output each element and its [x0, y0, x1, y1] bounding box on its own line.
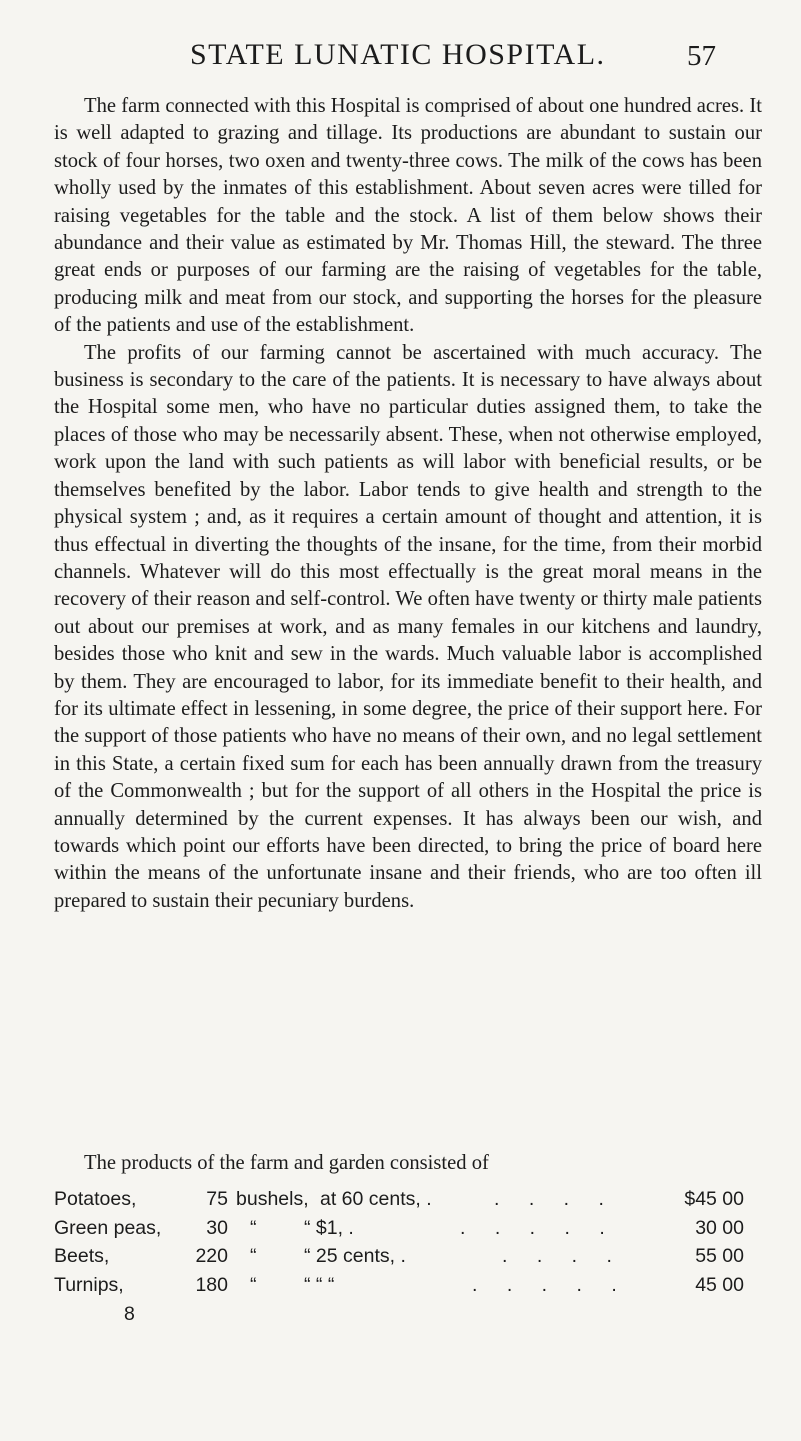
products-intro: The products of the farm and garden consisted of — [84, 1152, 489, 1174]
product-amount: $45 00 — [684, 1188, 744, 1210]
paragraph-profits: The profits of our farming cannot be ascertained with much accuracy. The business is secondary to the care of the patients. It is necessary to have always about the Hospital some men, who have no particular duties assigned them, to take the places of those who may be necessarily absent. These, when not otherwise employed, work upon the land with such patients as will labor with beneficial results, or be themselves benefited by the labor. Labor tends to give health and strength to the physical system ; and, as it requires a certain amount of thought and attention, it is thus effectual in diverting the thoughts of the insane, for the time, from their morbid channels. Whatever will do this most effectually is the great moral means in the recovery of their reason and self-control. We often have twenty or thirty male patients out about our premises at work, and as many females in our kitchens and laundry, besides those who knit and sew in the wards. Much valuable labor is accomplished by them. They are encouraged to labor, for its immediate benefit to their health, and for its ultimate effect in lessening, in some degree, the price of their support here. For the support of those patients who have no means of their own, and no legal settlement in this State, a certain fixed sum for each has been annually drawn from the treasury of the Commonwealth ; but for the support of all others in the Hospital the price is annually determined by the current expenses. It has always been our wish, and towards which point our efforts have been directed, to bring the price of board here within the means of the unfortunate insane and their friends, who are too often ill prepared to sustain their pecuniary burdens. — [54, 341, 762, 912]
products-table — [54, 1188, 744, 1302]
page-header — [0, 38, 801, 78]
product-row — [54, 1217, 744, 1246]
ditto-mark: “ — [250, 1216, 257, 1239]
product-amount: 45 00 — [695, 1273, 744, 1296]
leader-dots: . . . . — [502, 1245, 624, 1268]
signature-mark: 8 — [124, 1303, 135, 1325]
leader-dots: . . . . — [494, 1188, 616, 1210]
body-text — [54, 93, 762, 915]
product-amount: 55 00 — [695, 1245, 744, 1268]
product-row — [54, 1274, 744, 1303]
product-quantity: 220 — [195, 1245, 228, 1268]
leader-dots: . . . . . — [460, 1216, 617, 1239]
product-quantity: 30 — [206, 1216, 228, 1239]
paragraph-farm: The farm connected with this Hospital is comprised of about one hundred acres. It is well adapted to grazing and tillage. Its productions are abundant to sustain our stock of four horses, two oxen and twenty-three cows. The milk of the cows has been wholly used by the inmates of this establishment. About seven acres were tilled for raising vegetables for the table and the stock. A list of them below shows their abundance and their value as estimated by Mr. Thomas Hill, the steward. The three great ends or purposes of our farming are the raising of vegetables for the table, producing milk and meat from our stock, and supporting the horses for the pleasure of the patients and use of the establishment. — [54, 95, 762, 337]
product-item: Potatoes, — [54, 1188, 137, 1210]
product-rate: “ 25 cents, . — [304, 1245, 406, 1268]
ditto-mark: “ — [250, 1273, 257, 1296]
product-rate: “ $1, . — [304, 1216, 354, 1239]
ditto-mark: “ — [250, 1245, 257, 1268]
product-rate: at 60 cents, . — [320, 1188, 432, 1210]
running-head: STATE LUNATIC HOSPITAL. — [190, 38, 606, 71]
product-item: Beets, — [54, 1245, 110, 1268]
product-quantity: 75 — [206, 1188, 228, 1210]
page-number: 57 — [687, 40, 716, 72]
leader-dots: . . . . . — [472, 1273, 629, 1296]
product-item: Turnips, — [54, 1273, 124, 1296]
product-rate: “ “ “ — [304, 1273, 335, 1296]
product-amount: 30 00 — [695, 1216, 744, 1239]
product-unit: bushels, — [236, 1188, 309, 1210]
product-quantity: 180 — [195, 1273, 228, 1296]
product-row — [54, 1188, 744, 1217]
product-item: Green peas, — [54, 1216, 162, 1239]
product-row — [54, 1245, 744, 1274]
